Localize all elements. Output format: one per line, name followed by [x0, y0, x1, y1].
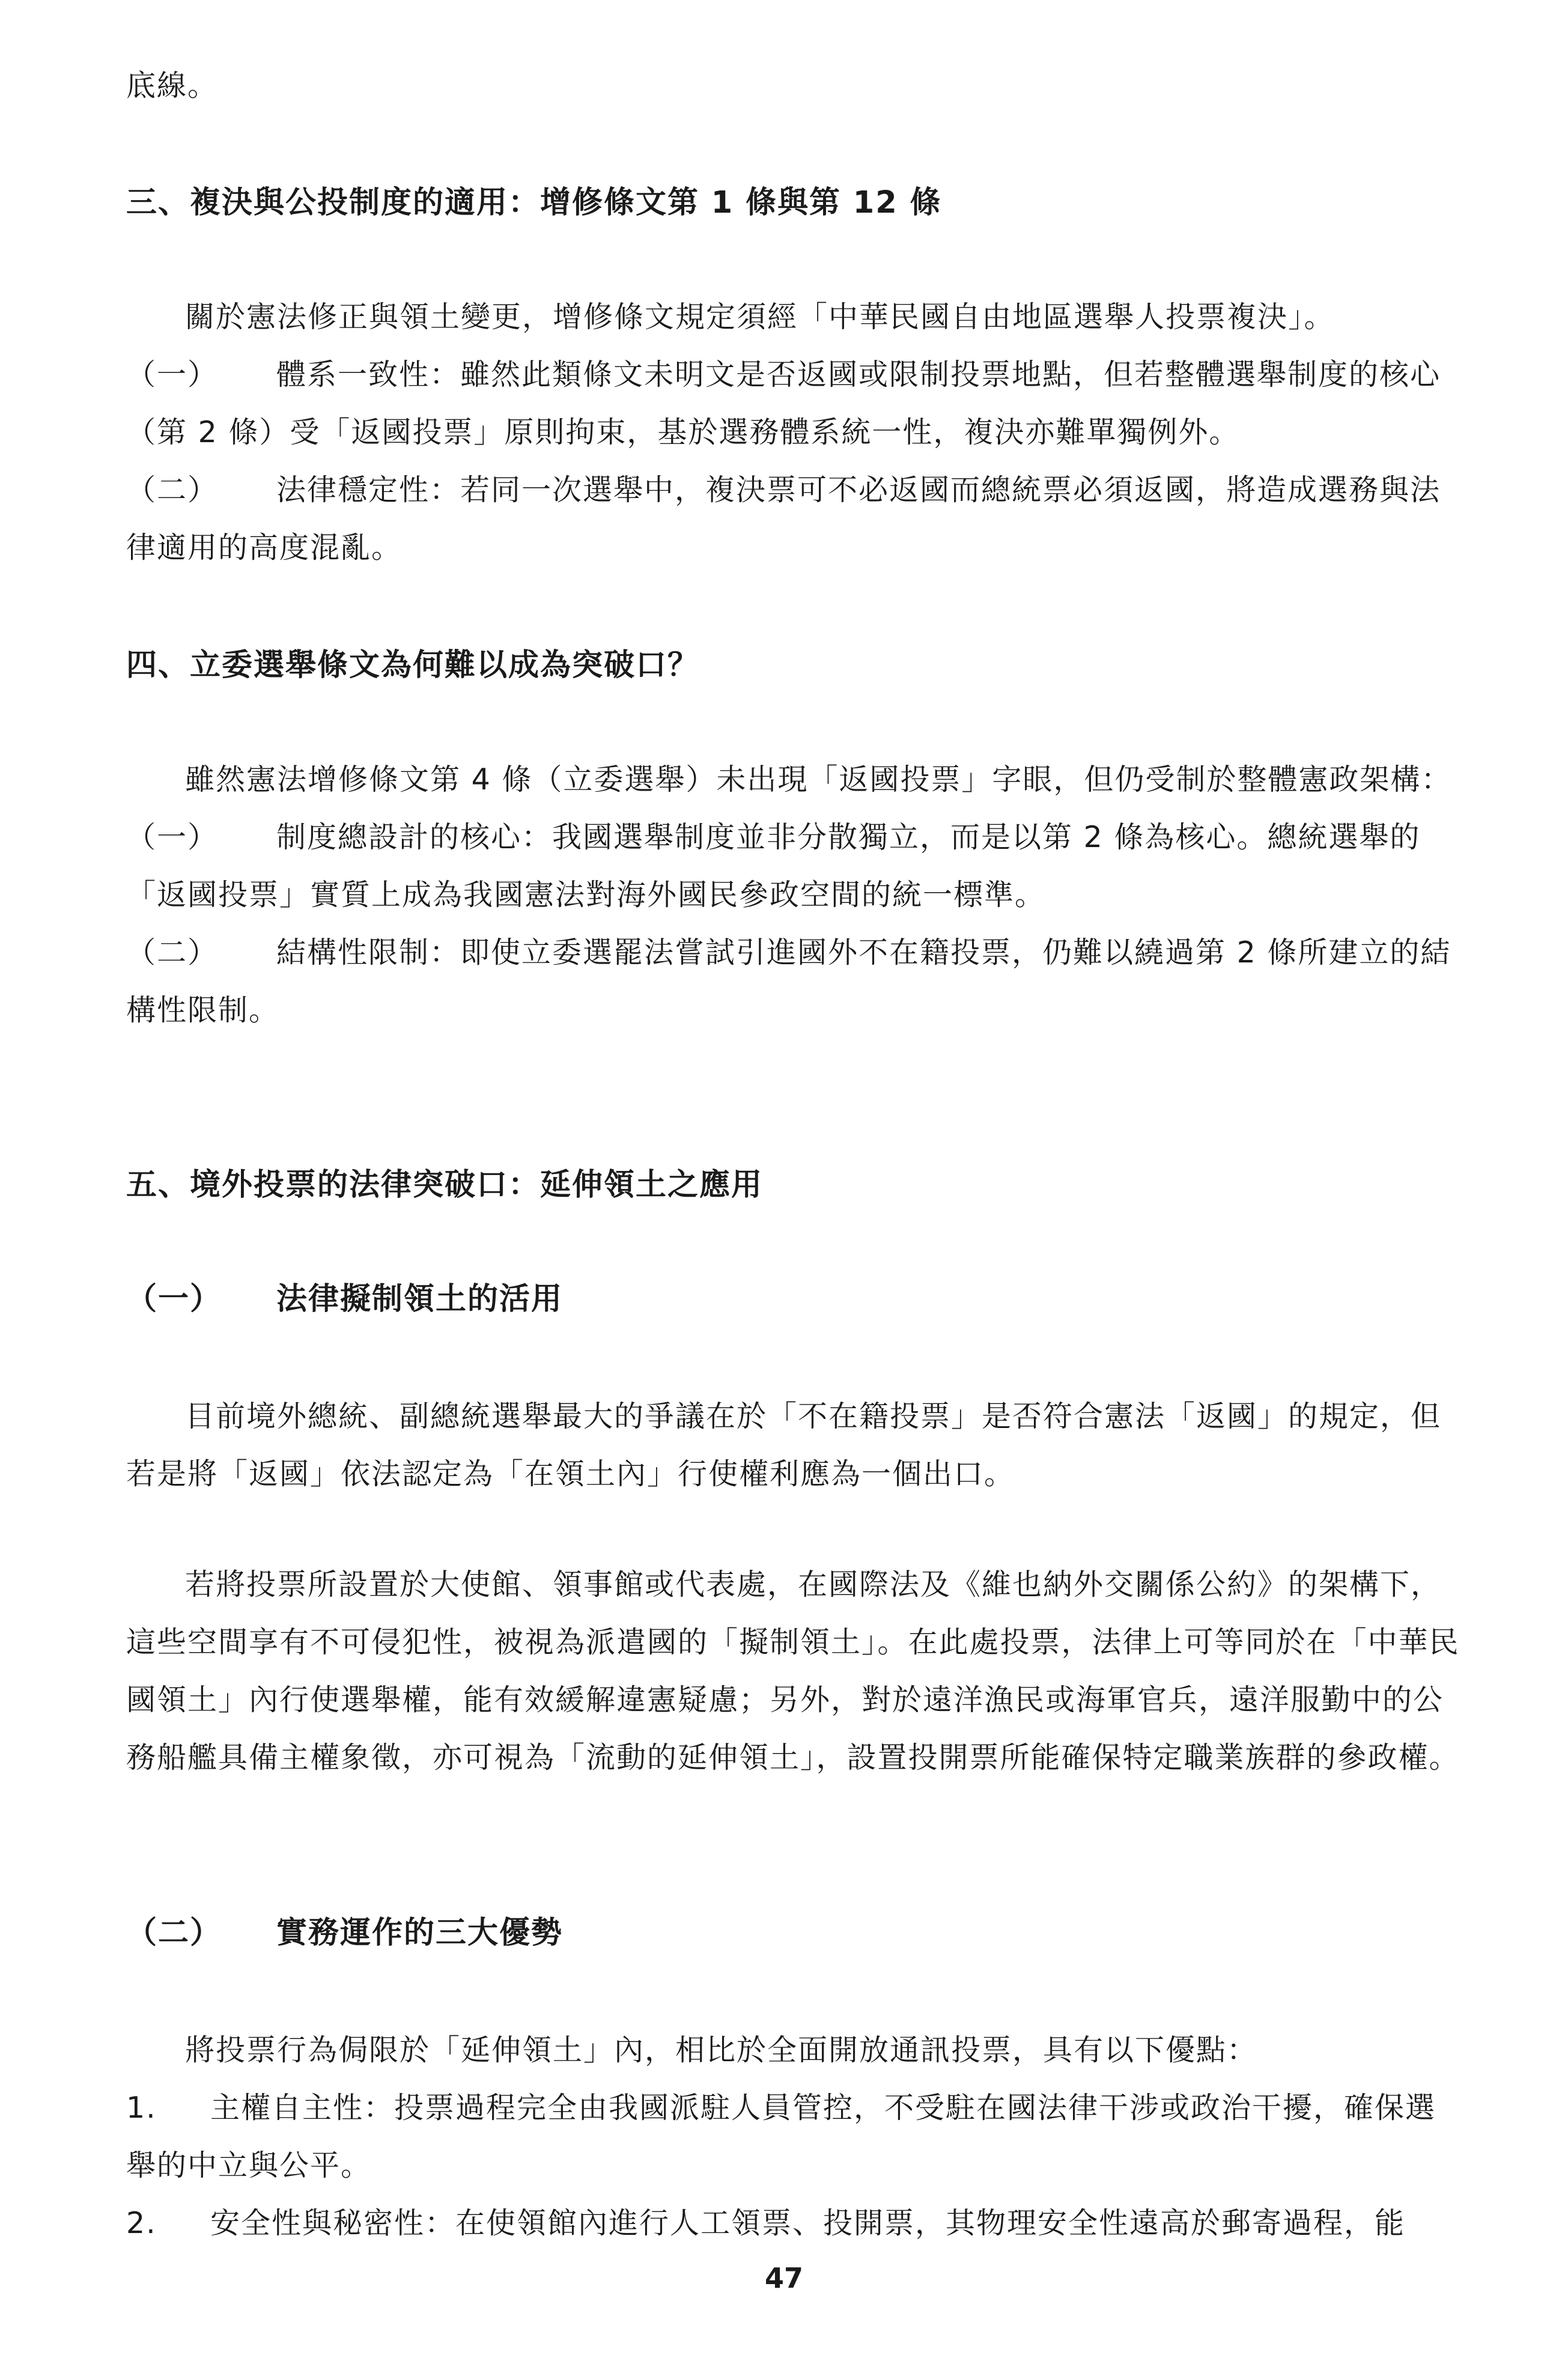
section4-heading: 四、立委選舉條文為何難以成為突破口？ [126, 648, 700, 683]
section4-intro: 雖然憲法增修條文第 4 條（立委選舉）未出現「返國投票」字眼，但仍受制於整體憲政架構： [185, 762, 1452, 797]
item-label: 1. [126, 2091, 157, 2125]
sub-title: 法律擬制領土的活用 [276, 1281, 564, 1317]
section5-sub1-body2 [126, 1556, 1466, 1787]
section5-sub2-item-2 [126, 2195, 1466, 2252]
section5-sub2-intro: 將投票行為侷限於「延伸領土」內，相比於全面開放通訊投票，具有以下優點： [185, 2033, 1258, 2067]
section5-sub1-body [126, 1388, 1466, 1503]
item-text: 主權自主性：投票過程完全由我國派駐人員管控，不受駐在國法律干涉或政治干擾，確保選舉的中立與公平。 [126, 2091, 1436, 2183]
section5-sub1-para2: 若將投票所設置於大使館、領事館或代表處，在國際法及《維也納外交關係公約》的架構下，這些空間享有不可侵犯性，被視為派遣國的「擬制領土」。在此處投票，法律上可等同於在「中華民國領土」內行使選舉權，能有效緩解違憲疑慮；另外，對於遠洋漁民或海軍官兵，遠洋服勤中的公務船艦具備主權象徵，亦可視為「流動的延伸領土」，設置投開票所能確保特定職業族群的參政權。 [126, 1567, 1460, 1775]
section5-heading: 五、境外投票的法律突破口：延伸領土之應用 [126, 1167, 764, 1203]
section3-item-1 [126, 346, 1466, 461]
section3-heading: 三、複決與公投制度的適用：增修條文第 1 條與第 12 條 [126, 185, 942, 220]
section3-intro: 關於憲法修正與領土變更，增修條文規定須經「中華民國自由地區選舉人投票複決」。 [185, 300, 1335, 334]
item-label: （一） [126, 820, 219, 854]
sub-label: （一） [126, 1281, 222, 1317]
section3-item-2 [126, 461, 1466, 577]
section5-sub2-heading-block [126, 1904, 1466, 1962]
top-fragment: 底線。 [126, 68, 219, 103]
item-label: 2. [126, 2206, 157, 2240]
section5-heading-block [126, 1156, 1466, 1214]
section4-item-1 [126, 809, 1466, 924]
section5-sub1-heading [126, 1271, 1466, 1328]
section4-body [126, 751, 1466, 1039]
page-number: 47 [764, 2262, 803, 2294]
section3-heading-block [126, 174, 1466, 232]
section5-sub1-para1: 目前境外總統、副總統選舉最大的爭議在於「不在籍投票」是否符合憲法「返國」的規定，但若是將「返國」依法認定為「在領土內」行使權利應為一個出口。 [126, 1399, 1442, 1491]
item-text: 體系一致性：雖然此類條文未明文是否返國或限制投票地點，但若整體選舉制度的核心（第 2 條）受「返國投票」原則拘束，基於選務體系統一性，複決亦難單獨例外。 [126, 357, 1441, 449]
section3-body [126, 288, 1466, 577]
section5-sub1-heading-block [126, 1271, 1466, 1328]
item-label: （一） [126, 357, 219, 392]
item-label: （二） [126, 935, 219, 970]
section5-sub2-body [126, 2022, 1466, 2252]
item-text: 法律穩定性：若同一次選舉中，複決票可不必返國而總統票必須返國，將造成選務與法律適用的高度混亂。 [126, 473, 1441, 565]
top-fragment-block [126, 57, 1466, 115]
item-label: （二） [126, 473, 219, 507]
section4-item-2 [126, 924, 1466, 1039]
section4-heading-block [126, 637, 1466, 694]
item-text: 制度總設計的核心：我國選舉制度並非分散獨立，而是以第 2 條為核心。總統選舉的「返國投票」實質上成為我國憲法對海外國民參政空間的統一標準。 [126, 820, 1421, 912]
section5-sub2-item-1 [126, 2079, 1466, 2195]
item-text: 結構性限制：即使立委選罷法嘗試引進國外不在籍投票，仍難以繞過第 2 條所建立的結構性限制。 [126, 935, 1451, 1027]
sub-title: 實務運作的三大優勢 [276, 1915, 564, 1951]
section5-sub2-heading [126, 1904, 1466, 1962]
item-text: 安全性與秘密性：在使領館內進行人工領票、投開票，其物理安全性遠高於郵寄過程，能 [210, 2206, 1406, 2240]
sub-label: （二） [126, 1915, 222, 1951]
